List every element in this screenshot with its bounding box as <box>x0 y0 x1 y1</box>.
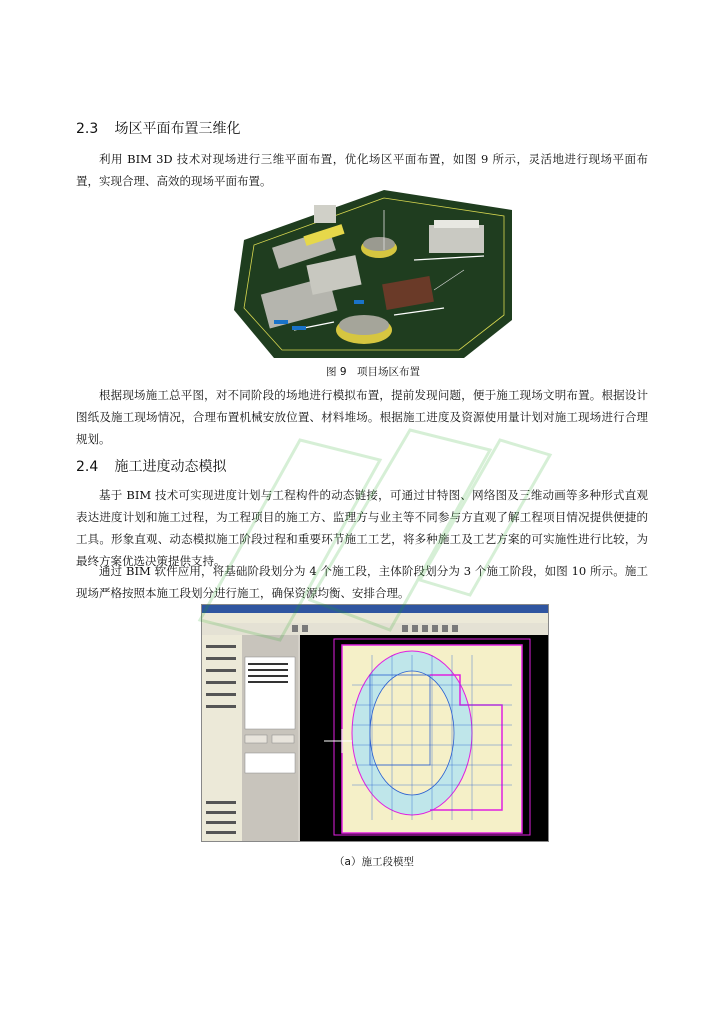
paragraph: 根据现场施工总平图，对不同阶段的场地进行模拟布置，提前发现问题，便于施工现场文明布置。根据设计图纸及施工现场情况，合理布置机械安放位置、材料堆场。根据施工进度及资源使用量计划对施工现场进行合理规划。 <box>76 388 648 446</box>
section-heading-2-3 <box>76 118 240 138</box>
section-title: 场区平面布置三维化 <box>114 121 241 137</box>
figure-caption: 图 9 项目场区布置 <box>325 366 421 378</box>
figure-site-layout <box>234 190 512 358</box>
paragraph: 基于 BIM 技术可实现进度计划与工程构件的动态链接，可通过甘特图、网络图及三维动画等多种形式直观表达进度计划和施工过程，为工程项目的施工方、监理方与业主等不同参与方直观了解工程项目情况提供便捷的工具。形象直观、动态模拟施工阶段过程和重要环节施工工艺，将多种施工及工艺方案的可实施性进行比较，为最终方案优选决策提供支持。 <box>76 488 648 568</box>
section-number: 2.4 <box>76 459 99 475</box>
paragraph: 利用 BIM 3D 技术对现场进行三维平面布置，优化场区平面布置，如图 9 所示，灵活地进行现场平面布置，实现合理、高效的现场平面布置。 <box>76 152 648 188</box>
section-title: 施工进度动态模拟 <box>114 459 227 475</box>
section-heading-2-4 <box>76 456 226 476</box>
figure-construction-segment-model <box>201 604 549 842</box>
section-number: 2.3 <box>76 121 99 137</box>
software-screenshot <box>202 605 548 841</box>
site-layout-render <box>234 190 512 358</box>
paragraph: 通过 BIM 软件应用，将基础阶段划分为 4 个施工段，主体阶段划分为 3 个施工阶段，如图 10 所示。施工现场严格按照本施工段划分进行施工，确保资源均衡、安排合理。 <box>76 564 648 600</box>
figure-caption: （a）施工段模型 <box>334 856 414 868</box>
